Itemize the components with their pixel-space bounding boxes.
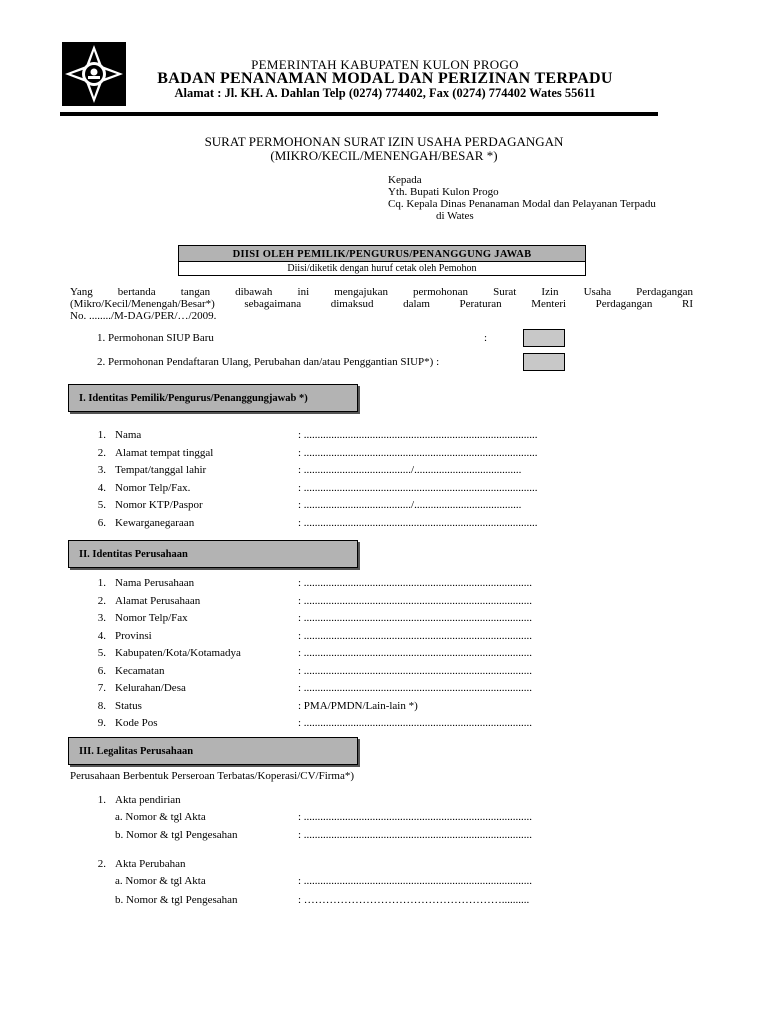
form-row [92, 716, 552, 730]
row-number: 8. [97, 699, 106, 712]
row-label: Kecamatan [115, 664, 165, 677]
document-title: SURAT PERMOHONAN SURAT IZIN USAHA PERDAGANGAN [204, 134, 564, 149]
row-label: Nomor Telp/Fax. [115, 481, 191, 494]
deed-amendment-row [92, 857, 552, 871]
row-label: Status [115, 699, 142, 712]
regency-logo [62, 42, 126, 106]
fill-instruction-box [178, 245, 586, 273]
option-new-siup-label: 1. Permohonan SIUP Baru [97, 332, 214, 344]
intro-line-2: (Mikro/Kecil/Menengah/Besar*) sebagaimana dimaksud dalam Peraturan Menteri Perdagangan RI [70, 298, 693, 310]
letterhead-divider [60, 112, 658, 116]
agency-address: Alamat : Jl. KH. A. Dahlan Telp (0274) 774402, Fax (0274) 774402 Wates 55611 [174, 86, 596, 100]
deed-establishment-number-field[interactable]: : ................................................................................... [298, 811, 533, 823]
row-label: Kelurahan/Desa [115, 682, 186, 694]
form-row [92, 681, 552, 695]
fill-instruction-subtitle: Diisi/diketik dengan huruf cetak oleh Pemohon [178, 261, 586, 276]
form-row [92, 611, 552, 625]
row-label: Tempat/tanggal lahir [115, 464, 207, 476]
row-label: Alamat Perusahaan [115, 594, 201, 607]
row-input-field[interactable]: : ......................................./....................................... [298, 499, 522, 511]
row-label: a. Nomor & tgl Akta [115, 811, 206, 823]
form-row [92, 629, 552, 643]
row-label: a. Nomor & tgl Akta [115, 875, 206, 887]
recipient-line-3: Cq. Kepala Dinas Penanaman Modal dan Pelayanan Terpadu [388, 198, 656, 210]
recipient-line-4: di Wates [436, 210, 474, 222]
deed-establishment-number-row [92, 810, 552, 824]
form-row [92, 446, 552, 460]
row-label: Akta pendirian [115, 794, 181, 806]
deed-amendment-number-row [92, 874, 552, 888]
row-label: Nama Perusahaan [115, 577, 195, 589]
row-label: Akta Perubahan [115, 858, 186, 870]
document-subtitle: (MIKRO/KECIL/MENENGAH/BESAR *) [270, 148, 498, 163]
row-number: 2. [97, 858, 106, 870]
row-input-field[interactable]: : ................................................................................... [298, 717, 533, 729]
option-renewal-siup-label: 2. Permohonan Pendaftaran Ulang, Perubahan dan/atau Penggantian SIUP*) : [97, 356, 440, 368]
row-number: 6. [97, 516, 106, 529]
row-label: Kabupaten/Kota/Kotamadya [115, 647, 241, 659]
row-label: Kewarganegaraan [115, 516, 195, 529]
deed-establishment-row [92, 793, 552, 807]
form-row [92, 463, 552, 477]
row-number: 2. [97, 446, 106, 459]
row-input-field[interactable]: : ..................................................................................... [298, 446, 538, 459]
form-row [92, 498, 552, 512]
row-number: 4. [97, 629, 106, 642]
deed-establishment-approval-row [92, 828, 552, 842]
row-number: 9. [97, 717, 106, 729]
row-input-field[interactable]: : ................................................................................... [298, 647, 533, 659]
row-number: 4. [97, 481, 106, 494]
fill-instruction-title: DIISI OLEH PEMILIK/PENGURUS/PENANGGUNG JAWAB [178, 245, 586, 262]
intro-line-3: No. ......../M-DAG/PER/…/2009. [70, 310, 217, 322]
row-number: 7. [97, 682, 106, 694]
row-input-field[interactable]: : ................................................................................... [298, 629, 533, 642]
section-owner-identity-header: I. Identitas Pemilik/Pengurus/Penanggungjawab *) [68, 384, 358, 412]
government-name: PEMERINTAH KABUPATEN KULON PROGO [251, 57, 519, 72]
row-number: 5. [97, 647, 106, 659]
row-label: b. Nomor & tgl Pengesahan [115, 894, 238, 906]
row-input-field[interactable]: : PMA/PMDN/Lain-lain *) [298, 699, 418, 712]
row-input-field[interactable]: : ................................................................................... [298, 664, 533, 677]
intro-paragraph [70, 286, 693, 322]
intro-line-1: Yang bertanda tangan dibawah ini mengajukan permohonan Surat Izin Usaha Perdagangan [70, 286, 693, 298]
deed-establishment-approval-field[interactable]: : ................................................................................... [298, 829, 533, 841]
row-number: 3. [97, 464, 106, 476]
row-label: b. Nomor & tgl Pengesahan [115, 829, 238, 841]
row-input-field[interactable]: : ................................................................................... [298, 612, 533, 624]
row-number: 2. [97, 594, 106, 607]
row-label: Alamat tempat tinggal [115, 446, 214, 459]
row-label: Kode Pos [115, 717, 158, 729]
form-row [92, 664, 552, 678]
row-number: 1. [97, 794, 106, 806]
row-number: 6. [97, 664, 106, 677]
row-label: Nomor KTP/Paspor [115, 499, 203, 511]
option-new-siup-colon: : [484, 332, 488, 344]
form-row [92, 428, 552, 442]
row-number: 1. [97, 577, 106, 589]
recipient-kepada: Kepada [388, 174, 422, 186]
deed-amendment-approval-field[interactable]: : ……………………………………………….......... [298, 894, 530, 906]
option-renewal-siup-checkbox[interactable] [523, 353, 565, 371]
regency-emblem-icon [62, 42, 126, 106]
row-number: 1. [97, 429, 106, 441]
row-input-field[interactable]: : ................................................................................... [298, 682, 533, 694]
form-row [92, 576, 552, 590]
form-row [92, 646, 552, 660]
row-label: Provinsi [115, 629, 152, 642]
section-company-legality-header: III. Legalitas Perusahaan [68, 737, 358, 765]
form-row [92, 516, 552, 530]
row-input-field[interactable]: : ..................................................................................... [298, 429, 538, 441]
row-input-field[interactable]: : ..................................................................................... [298, 516, 538, 529]
deed-amendment-approval-row [92, 893, 552, 907]
row-number: 3. [97, 612, 106, 624]
row-label: Nama [115, 429, 142, 441]
row-input-field[interactable]: : ..................................................................................... [298, 481, 538, 494]
row-input-field[interactable]: : ......................................./....................................... [298, 464, 522, 476]
row-input-field[interactable]: : ................................................................................... [298, 577, 533, 589]
form-row [92, 594, 552, 608]
row-label: Nomor Telp/Fax [115, 612, 188, 624]
legality-intro: Perusahaan Berbentuk Perseroan Terbatas/Koperasi/CV/Firma*) [70, 770, 355, 782]
agency-name: BADAN PENANAMAN MODAL DAN PERIZINAN TERPADU [157, 70, 613, 87]
row-input-field[interactable]: : ................................................................................... [298, 594, 533, 607]
recipient-line-2: Yth. Bupati Kulon Progo [388, 186, 499, 198]
deed-amendment-number-field[interactable]: : ................................................................................... [298, 875, 533, 887]
row-number: 5. [97, 499, 106, 511]
option-new-siup-checkbox[interactable] [523, 329, 565, 347]
section-company-identity-header: II. Identitas Perusahaan [68, 540, 358, 568]
form-row [92, 481, 552, 495]
form-row [92, 699, 552, 713]
